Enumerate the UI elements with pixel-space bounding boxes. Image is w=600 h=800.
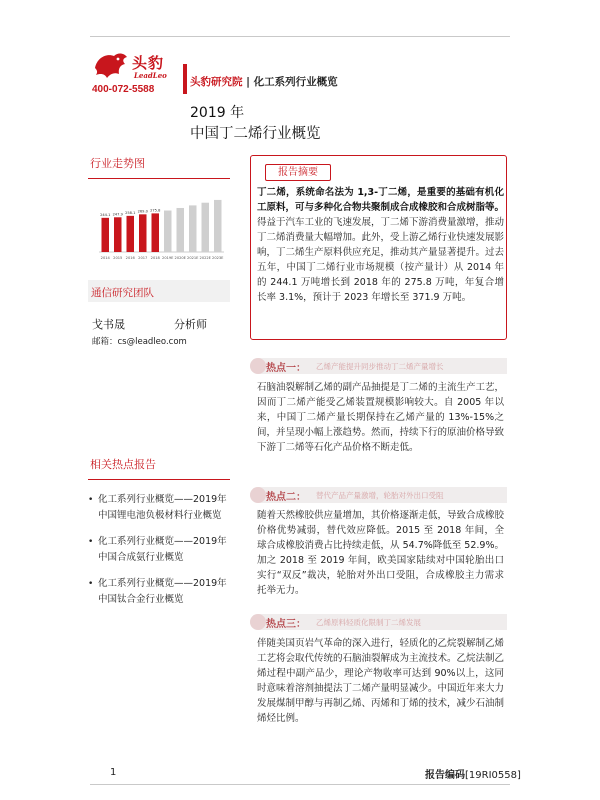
report-code-label: 报告编码	[425, 770, 465, 781]
hotspot-1-text: 石脑油裂解制乙烯的副产品抽提是丁二烯的主流生产工艺，因而丁二烯产能受乙烯装置规模影响较大。自 2005 年以来，中国丁二烯产量长期保持在乙烯产量的 13%-15%之间，并呈现小幅上涨趋势。然而，持续下行的原油价格导致下游丁二烯等石化产品价格不断走低。	[257, 382, 505, 453]
chart-bar-2017	[139, 214, 147, 252]
series-name: 化工系列行业概览	[253, 76, 338, 88]
hotspot-1-title: 热点一：	[266, 363, 306, 374]
trend-heading-label: 行业走势图	[90, 157, 145, 170]
chart-value-label: 258.1	[125, 210, 136, 215]
hotspot-3-title: 热点三：	[266, 619, 306, 630]
related-reports-label: 相关热点报告	[90, 458, 156, 471]
analyst-email[interactable]: 邮箱：cs@leadleo.com	[92, 337, 187, 347]
hotline-number: 400-072-5588	[92, 84, 155, 95]
chart-tick-label: 2021E	[187, 256, 199, 260]
top-divider	[90, 36, 510, 37]
chart-tick-label: 2016	[125, 256, 135, 260]
series-separator: |	[246, 76, 250, 88]
trend-heading	[88, 155, 230, 179]
series-line	[190, 74, 338, 89]
hotspot-1-header	[250, 358, 507, 374]
hotspot-2-bullet-icon	[250, 487, 266, 503]
report-code	[425, 766, 521, 781]
chart-value-label: 247.9	[112, 212, 123, 217]
chart-tick-label: 2019E	[162, 256, 174, 260]
chart-value-label: 244.1	[100, 212, 111, 217]
related-reports-heading	[88, 456, 230, 480]
institute-name: 头豹研究院	[190, 76, 243, 88]
chart-bar-2023E	[214, 200, 222, 252]
chart-tick-label: 2020E	[174, 256, 186, 260]
research-team-heading	[88, 280, 230, 302]
analyst-role: 分析师	[174, 318, 207, 331]
research-team-label: 通信研究团队	[91, 287, 154, 299]
chart-bar-2018	[152, 213, 160, 252]
title-accent-bar	[183, 64, 187, 94]
chart-value-label: 275.8	[150, 208, 161, 213]
analyst-name: 戈书晟	[92, 318, 125, 331]
leopard-logo-icon	[92, 50, 130, 80]
hotspot-3-bullet-icon	[250, 614, 266, 630]
chart-bar-2016	[127, 216, 135, 252]
production-trend-chart	[93, 182, 228, 264]
chart-bar-2014	[102, 218, 110, 252]
chart-bar-2015	[114, 217, 122, 252]
logo-brand-subtitle: LeadLeo	[134, 71, 167, 80]
report-code-value: [19RI0558]	[465, 770, 521, 781]
chart-bar-2021E	[189, 205, 197, 252]
related-report-item[interactable]: • 化工系列行业概览——2019年中国合成氨行业概览	[88, 534, 234, 566]
hotspot-3-subtitle: 乙烯原料轻质化限制丁二烯发展	[316, 618, 421, 627]
hotspot-2-text: 随着天然橡胶供应量增加，其价格逐渐走低，导致合成橡胶价格优势减弱，替代效应降低。2015 至 2018 年间，全球合成橡胶消费占比持续走低，从 54.7%降低至 52.9%。加之 2018 至 2019 年间，欧美国家陆续对中国轮胎出口实行“双反”裁决，轮胎对外出口受阻，合成橡胶主力需求托举无力。	[257, 510, 505, 596]
chart-value-label: 269.0	[137, 209, 148, 214]
related-reports-list	[88, 492, 234, 618]
logo-brand-text: 头豹	[132, 54, 165, 72]
hotspot-2-title: 热点二：	[266, 492, 306, 503]
abstract-body: 得益于汽车工业的飞速发展，丁二烯下游消费量激增，推动丁二烯消费量大幅增加。此外，受上游乙烯行业快速发展影响，丁二烯生产原料供应充足，推动其产量显著提升。过去五年，中国丁二烯行业市场规模（按产量计）从 2014 年的 244.1 万吨增长到 2018 年的 275.8 万吨，年复合增长率 3.1%，预计于 2023 年增长至 371.9 万吨。	[257, 217, 505, 303]
chart-bar-2022E	[202, 203, 210, 252]
chart-tick-label: 2022E	[199, 256, 211, 260]
related-report-item[interactable]: • 化工系列行业概览——2019年中国锂电池负极材料行业概览	[88, 492, 234, 524]
report-title: 中国丁二烯行业概览	[190, 126, 321, 142]
leadleo-logo	[92, 50, 182, 84]
chart-tick-label: 2017	[138, 256, 148, 260]
hotspot-3-header	[250, 614, 507, 630]
chart-tick-label: 2023E	[212, 256, 224, 260]
chart-tick-label: 2018	[150, 256, 160, 260]
abstract-lead: 丁二烯，系统命名法为 1,3-丁二烯，是重要的基础有机化工原料，可与多种化合物共聚制成合成橡胶和合成树脂等。	[257, 187, 505, 213]
chart-tick-label: 2014	[100, 256, 110, 260]
related-report-item[interactable]: • 化工系列行业概览——2019年中国钛合金行业概览	[88, 576, 234, 608]
bottom-divider	[90, 784, 510, 785]
hotspot-3-text: 伴随美国页岩气革命的深入进行，轻质化的乙烷裂解制乙烯工艺将会取代传统的石脑油裂解成为主流技术。乙烷法制乙烯过程中副产品少，理论产物收率可达到 90%以上，这同时意味着溶剂抽提法丁二烯产量明显减少。中国近年来大力发展煤制甲醇与再制乙烯、丙烯和丁烯的技术，减少石油制烯烃比例。	[257, 638, 505, 724]
hotspot-2-header	[250, 487, 507, 503]
chart-tick-label: 2015	[113, 256, 123, 260]
hotspot-1-bullet-icon	[250, 358, 266, 374]
chart-bar-2019E	[164, 211, 172, 252]
hotspot-2-subtitle: 替代产品产量激增，轮胎对外出口受阻	[316, 491, 444, 500]
chart-bar-2020E	[177, 208, 185, 252]
hotspot-1-subtitle: 乙烯产能提升同步推动丁二烯产量增长	[316, 362, 444, 371]
abstract-text	[257, 185, 504, 305]
page-number: 1	[110, 767, 117, 778]
abstract-tag: 报告摘要	[265, 164, 331, 181]
report-year: 2019 年	[190, 105, 245, 121]
